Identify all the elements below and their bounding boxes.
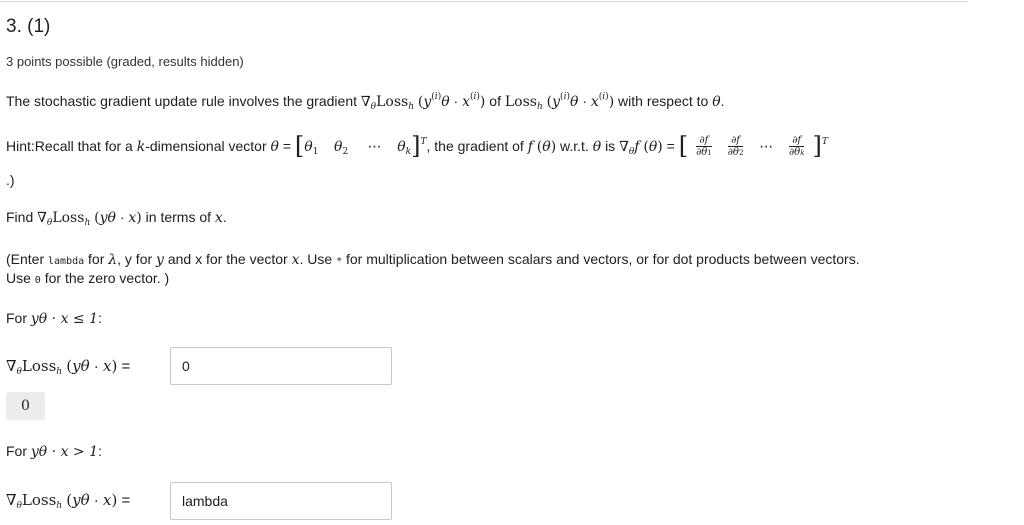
case1-answer-preview: 0: [6, 392, 45, 420]
gradient-loss-expression: $\nabla_\theta Loss_h$ $(y^{(i)}\theta \cdot x^{(i)})$: [360, 92, 486, 112]
problem-title: 3. (1): [6, 16, 51, 37]
theta-vector-expression: $\theta = [\theta_1$ $\theta_2$ ⋯ $\theta_k]^T$: [270, 132, 427, 160]
top-divider: [0, 1, 968, 2]
star-code: *: [336, 256, 343, 267]
points-status: 3 points possible (graded, results hidden): [6, 54, 244, 69]
gradient-definition-expression: $\nabla_\theta f$ (θ) = [ $\frac{\partial f}{\partial\theta 1}$ $\frac{\partial f}{\partial\theta 2}$ ⋯ $\frac{\partial f}{\partial\theta k}$ ]$^T$: [619, 132, 828, 160]
intro-text-after: with respect to: [618, 93, 709, 109]
instructions-line-1: (Enter lambda for λ, y for y and x for the vector x. Use * for multiplication between scalars and vectors, or for dot products between vectors.: [6, 251, 860, 268]
lambda-code: lambda: [48, 256, 85, 267]
intro-line: The stochastic gradient update rule involves the gradient $\nabla_\theta Loss_h$ $(y^{(i)}\theta \cdot x^{(i)})$ of Loss$_h$ $(y^{(i)}\theta \cdot x^{(i)})$ with respect to θ.: [6, 92, 725, 112]
case1-answer-input[interactable]: [170, 347, 392, 385]
case2-label: For yθ · x > 1:: [6, 443, 102, 460]
instructions-line-2: Use 0 for the zero vector. ): [6, 270, 170, 286]
case1-gradient-label: $\nabla_\theta Loss_h$ (yθ · x) =: [6, 357, 131, 377]
case1-condition: yθ · x ≤ 1: [30, 311, 99, 327]
intro-text-before: The stochastic gradient update rule involves the gradient: [6, 93, 357, 109]
f-theta-expression: f (θ): [527, 139, 557, 155]
case2-condition: yθ · x > 1: [30, 444, 99, 460]
find-line: Find $\nabla_\theta Loss_h$ (yθ · x) in terms of x.: [6, 209, 227, 228]
loss-expression: Loss$_h$ $(y^{(i)}\theta \cdot x^{(i)})$: [504, 92, 615, 112]
case2-answer-input[interactable]: [170, 482, 392, 520]
case2-gradient-label: $\nabla_\theta Loss_h$ (yθ · x) =: [6, 491, 131, 511]
hint-closing: .): [6, 172, 15, 188]
intro-text-middle: of: [489, 93, 501, 109]
hint-line: Hint:Recall that for a k-dimensional vector $\theta = [\theta_1$ $\theta_2$ ⋯ $\theta_k]^T$, the gradient of f (θ) w.r.t. θ is $\nabla_\theta f$ (θ) = [ $\frac{\partial f}{\partial\theta 1}$ $\frac{\partial f}{\partial\theta 2}$ ⋯ $\frac{\partial f}{\partial\theta k}$ ]$^T$: [6, 132, 828, 160]
hint-label: Hint:: [6, 138, 35, 154]
find-gradient-expression: $\nabla_\theta Loss_h$ (yθ · x): [37, 209, 142, 228]
zero-code: 0: [34, 275, 41, 286]
case1-label: For yθ · x ≤ 1:: [6, 310, 102, 327]
theta-symbol: θ: [712, 94, 721, 110]
